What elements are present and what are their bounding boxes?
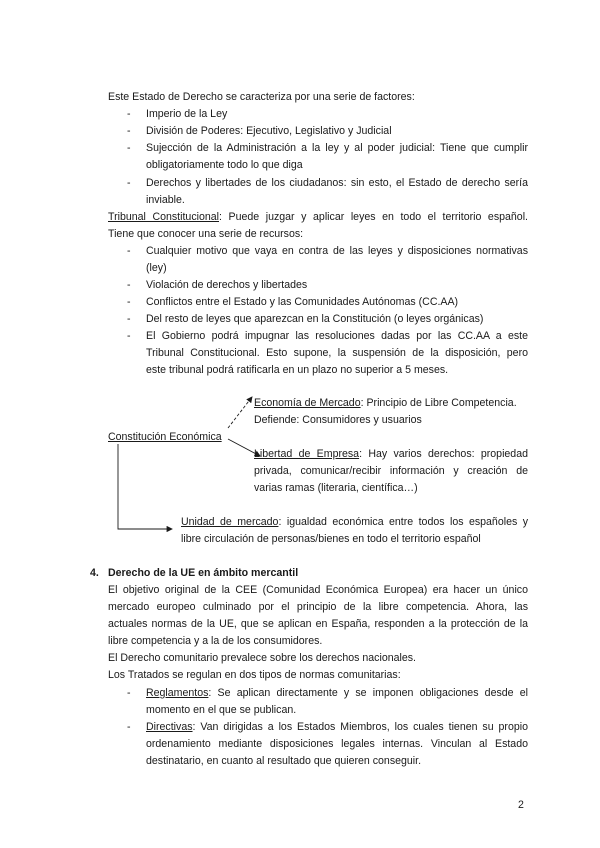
bullet: -	[127, 313, 131, 325]
unidad-rest: : igualdad económica entre todos los españoles y	[278, 516, 528, 528]
reglamentos-line-1	[146, 686, 528, 700]
factor-1: Imperio de la Ley	[146, 108, 228, 120]
bullet: -	[127, 142, 131, 154]
recurso-5-line-1: El Gobierno podrá impugnar las resoluciones dadas por las CC.AA a este	[146, 330, 528, 342]
recurso-3: Conflictos entre el Estado y las Comunidades Autónomas (CC.AA)	[146, 296, 459, 308]
directivas-line-3: destinatario, en cuanto al resultado que quieren conseguir.	[146, 755, 422, 767]
mercado-rest: : Principio de Libre Competencia.	[360, 397, 517, 409]
tribunal-line-2: Tiene que conocer una serie de recursos:	[108, 228, 304, 240]
para3: Los Tratados se regulan en dos tipos de normas comunitarias:	[108, 669, 401, 681]
recurso-1-line-2: (ley)	[146, 262, 167, 274]
reglamentos-term: Reglamentos	[146, 687, 209, 699]
reglamentos-line-2: momento en el que se publican.	[146, 704, 297, 716]
bullet: -	[127, 177, 131, 189]
bullet: -	[127, 279, 131, 291]
recurso-2: Violación de derechos y libertades	[146, 279, 308, 291]
empresa-rest: : Hay varios derechos: propiedad	[359, 448, 528, 460]
arrow-to-mercado	[228, 397, 252, 428]
para1-line-3: actuales normas de la UE, que se aplican en España, responden a la protección de la	[108, 618, 528, 630]
directivas-rest: : Van dirigidas a los Estados Miembros, los cuales tienen su propio	[192, 721, 528, 733]
directivas-line-2: ordenamiento mediante disposiciones legales internas. Vinculan al Estado	[146, 738, 528, 750]
recurso-5-line-2: Tribunal Constitucional. Esto supone, la suspensión de la disposición, pero	[146, 347, 528, 359]
para2: El Derecho comunitario prevalece sobre los derechos nacionales.	[108, 652, 416, 664]
reglamentos-rest: : Se aplican directamente y se imponen obligaciones desde el	[208, 687, 528, 699]
bullet: -	[127, 330, 131, 342]
arrow-to-unidad	[118, 444, 172, 529]
para1-line-4: libre competencia y a la de los consumidores.	[108, 635, 323, 647]
tribunal-rest: : Puede juzgar y aplicar leyes en todo el territorio español.	[219, 211, 528, 223]
bullet: -	[127, 721, 131, 733]
para1-line-2: mercado europeo culminado por el principio de la libre competencia. Ahora, las	[108, 601, 528, 613]
unidad-line-1	[181, 515, 528, 529]
factor-3-line-2: obligatoriamente todo lo que diga	[146, 159, 303, 171]
bullet: -	[127, 296, 131, 308]
unidad-term: Unidad de mercado	[181, 516, 279, 528]
mercado-term: Economía de Mercado	[254, 397, 361, 409]
recurso-4: Del resto de leyes que aparezcan en la Constitución (o leyes orgánicas)	[146, 313, 484, 325]
unidad-line-2: libre circulación de personas/bienes en todo el territorio español	[181, 533, 481, 545]
bullet: -	[127, 687, 131, 699]
mercado-line-1	[254, 396, 517, 410]
intro-text: Este Estado de Derecho se caracteriza por una serie de factores:	[108, 91, 415, 103]
empresa-line-1	[254, 447, 528, 461]
section-number: 4.	[90, 567, 99, 579]
mercado-line-2: Defiende: Consumidores y usuarios	[254, 414, 422, 426]
section-title: Derecho de la UE en ámbito mercantil	[108, 567, 299, 579]
constitucion-economica: Constitución Económica	[108, 431, 222, 443]
para1-line-1: El objetivo original de la CEE (Comunidad Económica Europea) era hacer un único	[108, 584, 528, 596]
bullet: -	[127, 125, 131, 137]
directivas-line-1	[146, 720, 528, 734]
page-number: 2	[518, 799, 524, 811]
bullet: -	[127, 245, 131, 257]
empresa-line-3: varias ramas (literaria, científica…)	[254, 482, 418, 494]
bullet: -	[127, 108, 131, 120]
recurso-5-line-3: este tribunal podrá ratificarla en un plazo no superior a 5 meses.	[146, 364, 449, 376]
empresa-term: Libertad de Empresa	[254, 448, 360, 460]
directivas-term: Directivas	[146, 721, 193, 733]
recurso-1-line-1: Cualquier motivo que vaya en contra de las leyes y disposiciones normativas	[146, 245, 528, 257]
factor-4-line-2: inviable.	[146, 194, 185, 206]
factor-4-line-1: Derechos y libertades de los ciudadanos: sin esto, el Estado de derecho sería	[146, 177, 528, 189]
factor-2: División de Poderes: Ejecutivo, Legislativo y Judicial	[146, 125, 392, 137]
factor-3-line-1: Sujección de la Administración a la ley y al poder judicial: Tiene que cumplir	[146, 142, 528, 154]
tribunal-term: Tribunal Constitucional	[108, 211, 219, 223]
empresa-line-2: privada, comunicar/recibir información y creación de	[254, 465, 528, 477]
